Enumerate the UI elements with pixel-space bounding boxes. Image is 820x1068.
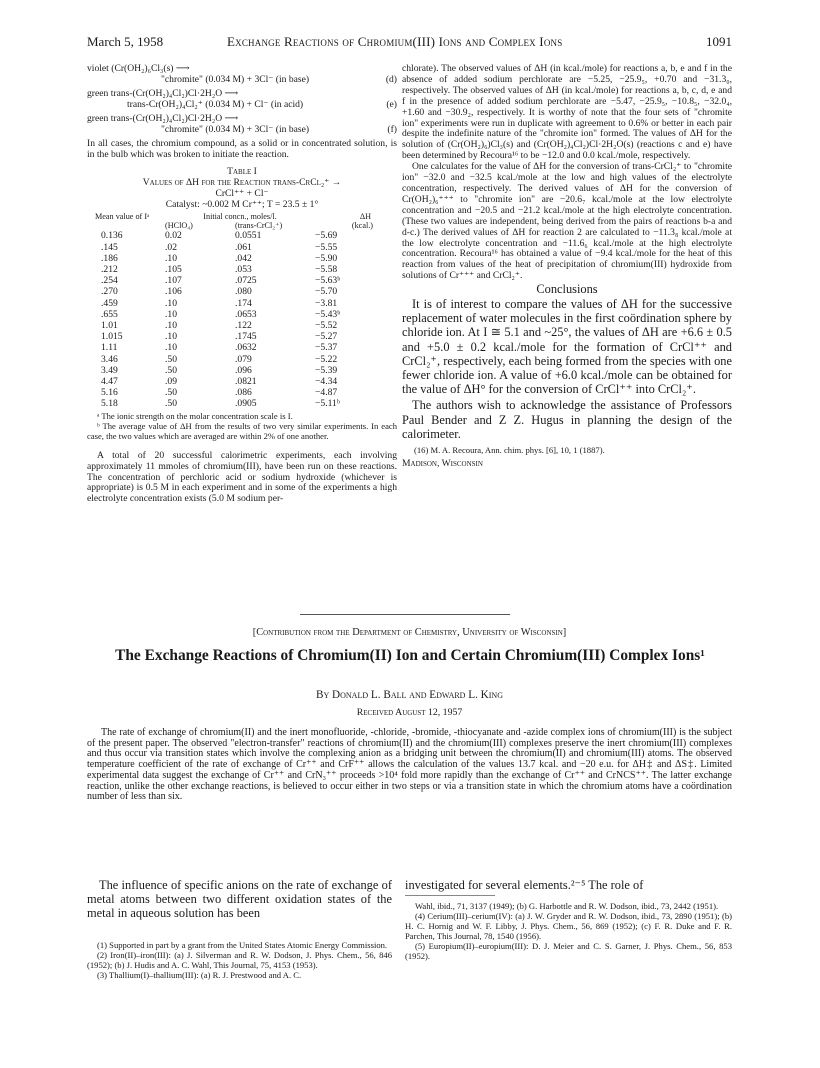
cell-delta-h: −5.27 [315, 331, 338, 343]
col-head-hclo4: (HClO₄) [165, 221, 193, 231]
reaction-line: trans-Cr(OH₂)₄Cl₂⁺ (0.034 M) + Cl⁻ (in acid) [127, 99, 304, 110]
table-row [95, 387, 385, 398]
reaction-line: green trans-(Cr(OH₂)₄Cl₂)Cl·2H₂O ⟶ [87, 88, 239, 99]
intro-left: The influence of specific anions on the rate of exchange of metal atoms between two different oxidation states of the metal in aqueous solution has been [87, 878, 392, 921]
paragraph: chlorate). The observed values of ΔH (in kcal./mole) for reactions a, b, e and f in the absence of added sodium perchlorate are −5.25, −25.9₅, +0.70 and −31.3₀, respectively. The observed values of ΔH (in kcal./mole) for reactions a, b, c, d, e and f in the presence of added sodium perchlorate are −5.47, −25.9₅, −10.8₅, −32.0₄, +1.60 and −30.9₂, respectively. It is worthy of note that the four sets of "chromite ion" experiments were run in duplicate with agreement to 0.6% or better in each pair despite the indefinite nature of the "chromite ion" formed. The values of ΔH for the solution of (Cr(OH₂)₆)Cl₃(s) and (Cr(OH₂)₄Cl₂)Cl·2H₂O(s) (reactions c and e) have been determined by Recoura¹⁶ to be −12.0 and 0.0 kcal./mole, respectively. [402, 63, 732, 162]
reaction-line: violet (Cr(OH₂)₆Cl₃(s) ⟶ [87, 63, 190, 74]
cell-ionic-strength: 5.18 [101, 398, 118, 410]
cell-delta-h: −5.58 [315, 264, 338, 276]
cell-delta-h: −5.39 [315, 364, 338, 376]
table-row [95, 298, 385, 309]
cell-hclo4: .10 [165, 342, 177, 354]
cell-crcl2: .053 [235, 264, 252, 276]
cell-ionic-strength: .270 [101, 286, 118, 298]
cell-hclo4: .10 [165, 331, 177, 343]
cell-crcl2: .042 [235, 252, 252, 264]
cell-delta-h: −5.11ᵇ [315, 398, 340, 410]
table-row [95, 230, 385, 241]
cell-hclo4: .09 [165, 376, 177, 388]
reaction-tag: (e) [386, 99, 397, 110]
cell-delta-h: −3.81 [315, 297, 338, 309]
cell-crcl2: .1745 [235, 331, 257, 343]
cell-ionic-strength: 0.136 [101, 230, 123, 242]
cell-hclo4: .10 [165, 320, 177, 332]
col-head-dh-top: ΔH [359, 212, 371, 222]
table-row [95, 331, 385, 342]
cell-crcl2: .086 [235, 387, 252, 399]
cell-delta-h: −5.55 [315, 241, 338, 253]
reaction-line: "chromite" (0.034 M) + 3Cl⁻ (in base) [161, 124, 310, 135]
table-row [95, 286, 385, 297]
cell-delta-h: −5.43ᵇ [315, 308, 341, 320]
cell-crcl2: .122 [235, 320, 252, 332]
cell-hclo4: .50 [165, 398, 177, 410]
cell-delta-h: −5.22 [315, 353, 338, 365]
footnotes-left [87, 940, 392, 980]
cell-hclo4: .50 [165, 387, 177, 399]
cell-ionic-strength: .655 [101, 308, 118, 320]
cell-crcl2: .0905 [235, 398, 257, 410]
contribution-line: [Contribution from the Department of Chemistry, University of Wisconsin] [252, 627, 567, 638]
table-row [95, 365, 385, 376]
table-row [95, 275, 385, 286]
cell-hclo4: .10 [165, 308, 177, 320]
cell-crcl2: .0821 [235, 376, 257, 388]
table-note-a: ᵃ The ionic strength on the molar concentration scale is I. [97, 410, 293, 421]
table-row [95, 253, 385, 264]
cell-crcl2: .0653 [235, 308, 257, 320]
abstract: The rate of exchange of chromium(II) and the inert monofluoride, -chloride, -bromide, -thiocyanate and -azide complex ions of chromium(III) is the subject of the present paper. The observed "electron-transfer" reactions of chromium(II) and the chromium(III) complexes preserve the inert chromium(III) complexes and thus occur via transition states which involve the complexing anion as a bridging unit between the chromium(II) and chromium(III) atoms. The observed temperature coefficient of the rate of exchange of Cr⁺⁺ and CrF⁺⁺ allows the calculation of the values 13.7 kcal. and −20 e.u. for ΔH‡ and ΔS‡. Limited experimental data suggest the exchange of Cr⁺⁺ and CrN₃⁺⁺ proceeds >10⁴ fold more rapidly than the exchange of Cr⁺⁺ and CrNCS⁺⁺. The latter exchange reaction, unlike the other exchange reactions, is believed to occur either in two steps or via a transition state in which the chromium atoms have a coördination number of less than six. [87, 727, 732, 803]
table-row [95, 309, 385, 320]
paragraph-acknowledgment: The authors wish to acknowledge the assistance of Professors Paul Bender and Z Z. Hugus in planning the design of the calorimeter. [402, 398, 732, 441]
table-row [95, 264, 385, 275]
cell-hclo4: .10 [165, 252, 177, 264]
cell-hclo4: .105 [165, 264, 182, 276]
cell-delta-h: −5.37 [315, 342, 338, 354]
paragraph: A total of 20 successful calorimetric experiments, each involving approximately 11 mmoles of chromium(III), have been run on these reactions. The concentration of perchloric acid or sodium hydroxide (whichever is appropriate) is 0.5 M in each experiment and in some of the experiments a high electrolyte concentration exists (5.0 M sodium per- [87, 449, 397, 505]
reaction-d [87, 64, 397, 86]
cell-crcl2: .0632 [235, 342, 257, 354]
data-table [95, 212, 385, 409]
cell-ionic-strength: .212 [101, 264, 118, 276]
left-column [87, 64, 397, 505]
section-divider [300, 614, 510, 615]
reaction-line: green trans-(Cr(OH₂)₄Cl₂)Cl·2H₂O ⟶ [87, 113, 239, 124]
paragraph: One calculates for the value of ΔH for the conversion of trans-CrCl₂⁺ to "chromite ion" −32.0 and −32.5 kcal./mole at the low and high values of the electrolyte concentration, respectively. The derived values of ΔH for the conversion of Cr(OH₂)₆⁺⁺⁺ to "chromite ion" are −20.6₇ kcal./mole at the low electrolyte concentration and −20.5 and −21.2 kcal./mole at the high electrolyte concentration. (These two values are independent, being derived from the pairs of reactions b-a and d-c.) The derived values of ΔH for reaction 2 are calculated to −11.3₈ kcal./mole at the low electrolyte concentration and −11.6₆ kcal./mole at the high electrolyte concentration. Recoura¹⁶ has obtained a value of −9.4 kcal./mole for the heat of this reaction from values of the heat of precipitation of chromium(III) hydroxide from solutions of Cr⁺⁺⁺ and CrCl₂⁺. [402, 161, 732, 282]
table-row [95, 320, 385, 331]
issue-date: March 5, 1958 [87, 34, 164, 49]
footnote: (5) Europium(II)–europium(III): D. J. Meier and C. S. Garner, J. Phys. Chem., 56, 853 (1952). [405, 941, 732, 961]
running-header [87, 34, 732, 54]
cell-delta-h: −4.34 [315, 376, 338, 388]
col-head-crcl2: (trans-CrCl₂⁺) [235, 221, 283, 231]
table-row [95, 342, 385, 353]
cell-crcl2: .174 [235, 297, 252, 309]
cell-hclo4: .107 [165, 275, 182, 287]
footnote: (4) Cerium(III)–cerium(IV): (a) J. W. Gryder and R. W. Dodson, ibid., 73, 2890 (1951); (b) H. C. Hornig and W. F. Libby, J. Phys. Chem., 56, 869 (1952); (c) F. R. Duke and F. R. Parchen, This Journal, 78, 1540 (1956). [405, 911, 732, 941]
cell-ionic-strength: .186 [101, 252, 118, 264]
cell-ionic-strength: .459 [101, 297, 118, 309]
cell-hclo4: .106 [165, 286, 182, 298]
cell-delta-h: −5.90 [315, 252, 338, 264]
cell-ionic-strength: 3.49 [101, 364, 118, 376]
table-row [95, 354, 385, 365]
cell-crcl2: .0725 [235, 275, 257, 287]
reference-16: (16) M. A. Recoura, Ann. chim. phys. [6], 10, 1 (1887). [414, 445, 605, 456]
author-location: Madison, Wisconsin [402, 458, 483, 470]
cell-ionic-strength: .254 [101, 275, 118, 287]
col-head-ionic-strength: Mean value of Iᵃ [95, 212, 150, 222]
cell-crcl2: .061 [235, 241, 252, 253]
cell-delta-h: −5.52 [315, 320, 338, 332]
table-number: Table I [227, 165, 257, 177]
reaction-e [87, 89, 397, 111]
cell-hclo4: .50 [165, 353, 177, 365]
footnote: (1) Supported in part by a grant from the United States Atomic Energy Commission. [97, 940, 388, 950]
cell-ionic-strength: 3.46 [101, 353, 118, 365]
cell-delta-h: −5.69 [315, 230, 338, 242]
article-authors: By Donald L. Ball and Edward L. King [316, 689, 503, 701]
cell-hclo4: .10 [165, 297, 177, 309]
cell-ionic-strength: 1.11 [101, 342, 118, 354]
table-conditions: Catalyst: ~0.002 M Cr⁺⁺; T = 23.5 ± 1° [165, 198, 319, 210]
table-caption-line-2: CrCl⁺⁺ + Cl⁻ [215, 187, 269, 199]
right-column [402, 64, 732, 470]
table-caption: Values of ΔH for the Reaction trans-CrCl₂⁺ → [142, 176, 342, 188]
footnote-rule [405, 895, 495, 896]
cell-delta-h: −5.63ᵇ [315, 275, 341, 287]
cell-ionic-strength: .145 [101, 241, 118, 253]
table-row [95, 376, 385, 387]
footnote: (2) Iron(II)–iron(III): (a) J. Silverman and R. W. Dodson, J. Phys. Chem., 56, 846 (1952); (b) J. Hudis and A. C. Wahl, This Journal, 75, 4153 (1953). [87, 950, 392, 970]
running-title: Exchange Reactions of Chromium(III) Ions and Complex Ions [227, 34, 563, 49]
cell-ionic-strength: 5.16 [101, 387, 118, 399]
cell-delta-h: −5.70 [315, 286, 338, 298]
cell-ionic-strength: 4.47 [101, 376, 118, 388]
received-date: Received August 12, 1957 [356, 707, 463, 718]
cell-crcl2: 0.0551 [235, 230, 262, 242]
table-note-b: ᵇ The average value of ΔH from the results of two very similar experiments. In each case, the two values which are averaged are within 2% of one another. [87, 420, 397, 441]
reaction-tag: (d) [385, 74, 397, 85]
cell-hclo4: .50 [165, 364, 177, 376]
reaction-tag: (f) [387, 124, 397, 135]
cell-crcl2: .080 [235, 286, 252, 298]
cell-ionic-strength: 1.015 [101, 331, 123, 343]
article-title: The Exchange Reactions of Chromium(II) Ion and Certain Chromium(III) Complex Ions¹ [115, 647, 705, 664]
reaction-line: "chromite" (0.034 M) + 3Cl⁻ (in base) [161, 74, 310, 85]
section-heading-conclusions: Conclusions [536, 282, 598, 297]
footnote: Wahl, ibid., 71, 3137 (1949); (b) G. Harbottle and R. W. Dodson, ibid., 73, 2442 (1951). [415, 901, 719, 911]
reaction-f [87, 114, 397, 136]
cell-hclo4: 0.02 [165, 230, 182, 242]
cell-crcl2: .096 [235, 364, 252, 376]
cell-ionic-strength: 1.01 [101, 320, 118, 332]
footnote: (3) Thallium(I)–thallium(III): (a) R. J. Prestwood and A. C. [97, 970, 302, 980]
col-head-concn: Initial concn., moles/l. [203, 212, 277, 222]
footnotes-right [405, 901, 732, 961]
paragraph-conclusions: It is of interest to compare the values of ΔH for the successive replacement of water molecules in the first coördination sphere by chloride ion. At I ≅ 5.1 and ~25°, the values of ΔH are +6.6 ± 0.5 and +5.0 ± 0.2 kcal./mole for the formation of CrCl⁺⁺ and CrCl₂⁺, respectively, each being formed from the species with one fewer chloride ion. A value of +6.0 kcal./mole can be obtained for the value of ΔH° for the conversion of CrCl⁺⁺ into CrCl₂⁺. [402, 297, 732, 397]
cell-crcl2: .079 [235, 353, 252, 365]
intro-right: investigated for several elements.²⁻⁵ The role of [405, 878, 644, 892]
paragraph: In all cases, the chromium compound, as a solid or in concentrated solution, is in the bulb which was broken to initiate the reaction. [87, 138, 397, 160]
table-row [95, 398, 385, 409]
table-row [95, 242, 385, 253]
cell-delta-h: −4.87 [315, 387, 338, 399]
page-number: 1091 [706, 34, 732, 49]
cell-hclo4: .02 [165, 241, 177, 253]
col-head-dh: (kcal.) [351, 221, 373, 231]
